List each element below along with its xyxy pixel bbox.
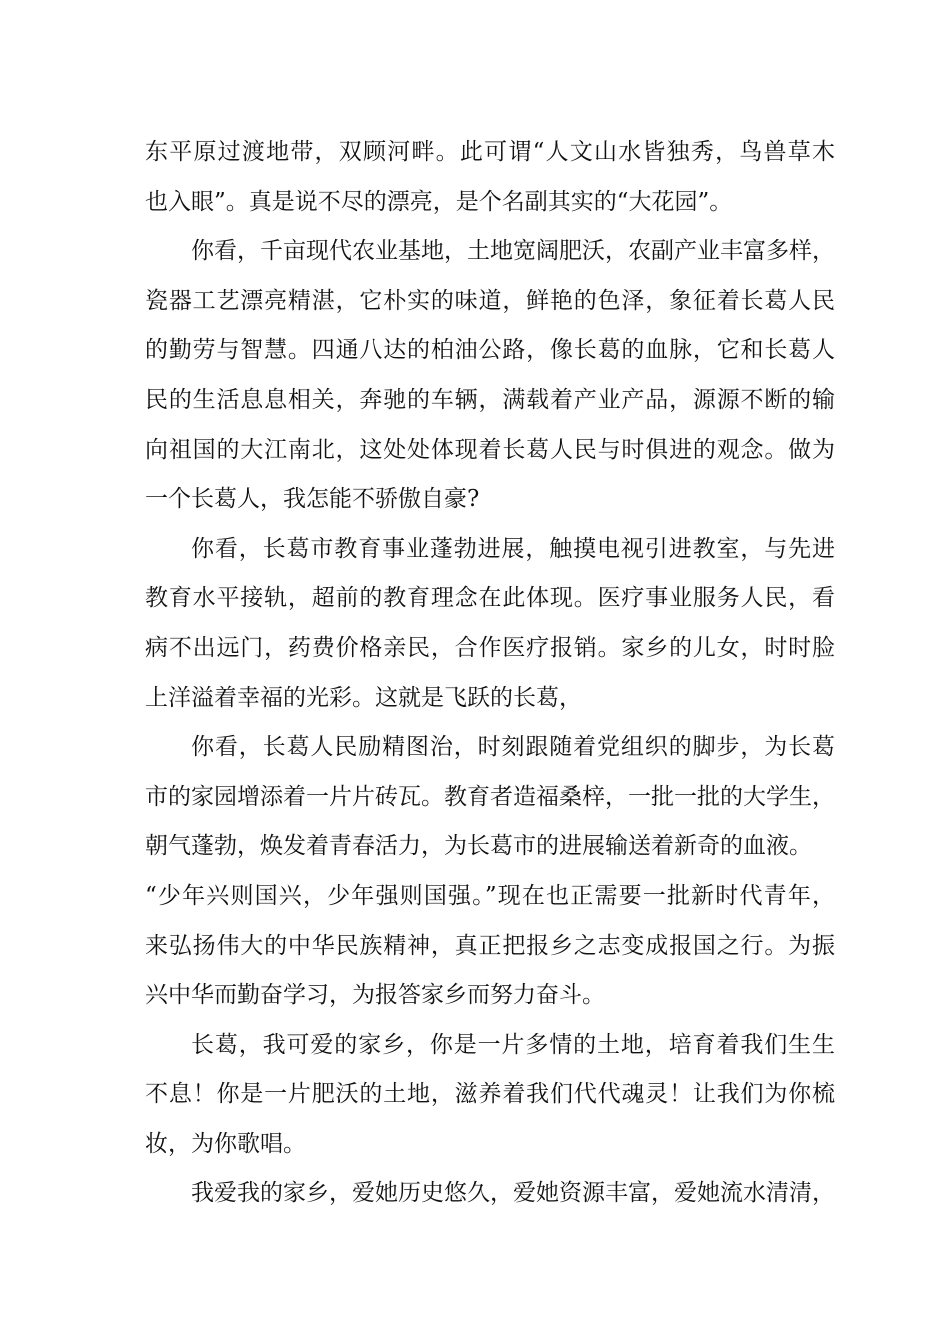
paragraph-first-line: 长葛，我可爱的家乡，你是一片多情的土地，培育着我们生生 bbox=[191, 1031, 835, 1058]
text-line: 兴中华而勤奋学习，为报答家乡而努力奋斗。 bbox=[145, 982, 605, 1009]
text-line: 东平原过渡地带，双顾河畔。此可谓“人文山水皆独秀，鸟兽草木 bbox=[145, 139, 835, 165]
text-line: 妆，为你歌唱。 bbox=[145, 1130, 306, 1157]
document-body bbox=[145, 128, 835, 1219]
paragraph-first-line: 你看，千亩现代农业基地，土地宽阔肥沃，农副产业丰富多样， bbox=[191, 238, 835, 265]
text-line: 瓷器工艺漂亮精湛，它朴实的味道，鲜艳的色泽，象征着长葛人民 bbox=[145, 287, 835, 314]
text-line: 也入眼”。真是说不尽的漂亮，是个名副其实的“大花园”。 bbox=[145, 188, 733, 215]
text-line: 病不出远门，药费价格亲民，合作医疗报销。家乡的儿女，时时脸 bbox=[145, 634, 835, 661]
text-line: 上洋溢着幸福的光彩。这就是飞跃的长葛， bbox=[145, 684, 582, 711]
paragraph-first-line: 你看，长葛市教育事业蓬勃进展，触摸电视引进教室，与先进 bbox=[191, 535, 835, 562]
text-line: 教育水平接轨，超前的教育理念在此体现。医疗事业服务人民，看 bbox=[145, 585, 835, 612]
paragraph-first-line: 我爱我的家乡，爱她历史悠久，爱她资源丰富，爱她流水清清， bbox=[191, 1180, 835, 1207]
text-line: 朝气蓬勃，焕发着青春活力，为长葛市的进展输送着新奇的血液。 bbox=[145, 833, 812, 860]
text-line: 不息！你是一片肥沃的土地，滋养着我们代代魂灵！让我们为你梳 bbox=[145, 1081, 835, 1108]
text-line: 向祖国的大江南北，这处处体现着长葛人民与时俱进的观念。做为 bbox=[145, 436, 835, 463]
paragraph-first-line: 你看，长葛人民励精图治，时刻跟随着党组织的脚步，为长葛 bbox=[191, 734, 835, 761]
text-line: 来弘扬伟大的中华民族精神，真正把报乡之志变成报国之行。为振 bbox=[145, 932, 835, 959]
text-line: 一个长葛人，我怎能不骄傲自豪? bbox=[145, 486, 480, 513]
text-line: 市的家园增添着一片片砖瓦。教育者造福桑梓，一批一批的大学生， bbox=[145, 783, 835, 810]
text-line: “少年兴则国兴，少年强则国强。”现在也正需要一批新时代青年， bbox=[145, 882, 835, 909]
text-line: 的勤劳与智慧。四通八达的柏油公路，像长葛的血脉，它和长葛人 bbox=[145, 337, 835, 364]
text-line: 民的生活息息相关，奔驰的车辆，满载着产业产品，源源不断的输 bbox=[145, 386, 835, 413]
